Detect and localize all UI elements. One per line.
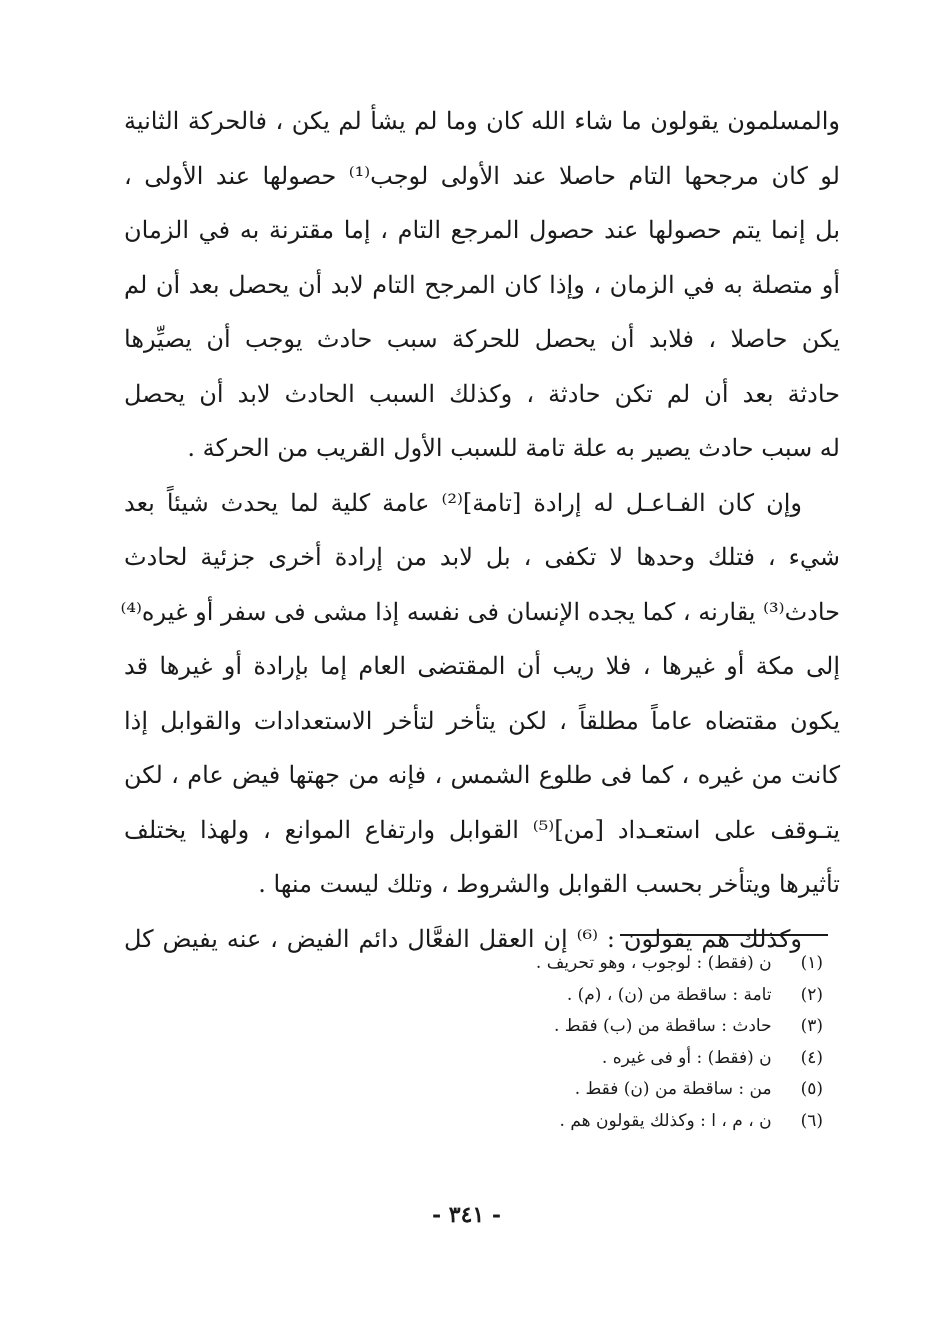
footnote-text: ن (فقط) : لوجوب ، وهو تحريف . — [535, 953, 772, 973]
footnote — [263, 1106, 823, 1138]
page-number: - ٣٤١ - — [431, 1202, 502, 1228]
footnote — [263, 980, 823, 1012]
footnote-text: من : ساقطة من (ن) فقط . — [574, 1079, 772, 1099]
footnote-separator — [620, 934, 828, 936]
text-line: وكذلك هم يقولون : ⁽⁶⁾ إن العقل الفعَّال دائم الفيض ، عنه يفيض كل — [124, 924, 803, 953]
footnotes — [263, 948, 823, 1137]
footnote-number: (٢) — [800, 984, 823, 1005]
footnote — [263, 1074, 823, 1106]
footnote — [263, 948, 823, 980]
footnote-text: ن (فقط) : أو فى غيره . — [601, 1047, 772, 1068]
footnote-text: ن ، م ، ا : وكذلك يقولون هم . — [559, 1110, 772, 1131]
text-line: وإن كان الفـاعـل له إرادة [تامة]⁽²⁾ عامة كلية لما يحدث شيئاً بعد — [124, 488, 802, 517]
footnote — [263, 1043, 823, 1075]
text-line: حادث⁽³⁾ يقارنه ، كما يجده الإنسان فى نفسه إذا مشى فى سفر أو غيره⁽⁴⁾ — [120, 597, 840, 626]
footnote-number: (١) — [800, 953, 823, 973]
text-line: أو متصلة به في الزمان ، وإذا كان المرجح التام لابد أن يحصل بعد أن لم — [124, 270, 840, 299]
footnote-number: (٣) — [800, 1016, 823, 1036]
text-line: يكن حاصلا ، فلابد أن يحصل للحركة سبب حادث يوجب أن يصيِّرها — [124, 325, 840, 353]
text-line: يتـوقف على استعـداد [من]⁽⁵⁾ القوابل وارتفاع الموانع ، ولهذا يختلف — [124, 815, 840, 844]
text-line: لو كان مرجحها التام حاصلا عند الأولى لوجب⁽¹⁾ حصولها عند الأولى ، — [124, 161, 840, 190]
text-line: إلى مكة أو غيرها ، فلا ريب أن المقتضى العام إما بإرادة أو غيرها قد — [124, 652, 840, 680]
footnote-text: تامة : ساقطة من (ن) ، (م) . — [566, 984, 772, 1005]
text-line: تأثيرها ويتأخر بحسب القوابل والشروط ، وتلك ليست منها . — [258, 870, 840, 898]
footnote-text: حادث : ساقطة من (ب) فقط . — [553, 1016, 772, 1036]
footnote — [263, 1011, 823, 1043]
text-line: حادثة بعد أن لم تكن حادثة ، وكذلك السبب الحادث لابد أن يحصل — [124, 379, 840, 408]
footnote-number: (٥) — [800, 1079, 823, 1099]
main-text — [120, 94, 840, 966]
text-line: كانت من غيره ، كما فى طلوع الشمس ، فإنه من جهتها فيض عام ، لكن — [124, 761, 840, 789]
footnote-number: (٤) — [800, 1047, 823, 1068]
text-line: شيء ، فتلك وحدها لا تكفى ، بل لابد من إرادة أخرى جزئية لحادث — [124, 543, 840, 571]
text-line: له سبب حادث يصير به علة تامة للسبب الأول القريب من الحركة . — [187, 434, 840, 462]
text-line: بل إنما يتم حصولها عند حصول المرجع التام ، إما مقترنة به في الزمان — [124, 216, 840, 244]
text-line: يكون مقتضاه عاماً مطلقاً ، لكن يتأخر لتأخر الاستعدادات والقوابل إذا — [124, 706, 840, 735]
footnote-number: (٦) — [800, 1110, 823, 1131]
text-line: والمسلمون يقولون ما شاء الله كان وما لم يشأ لم يكن ، فالحركة الثانية — [124, 107, 840, 135]
